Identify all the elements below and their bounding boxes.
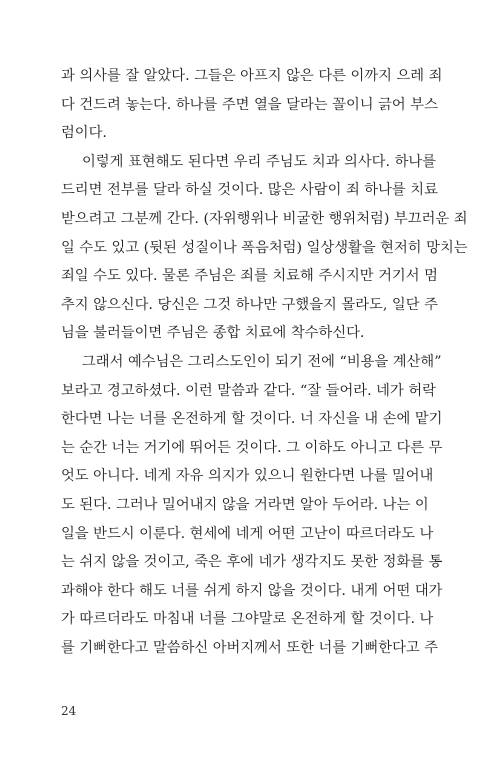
text-line: 그래서 예수님은 그리스도인이 되기 전에 “비용을 계산해” <box>82 353 442 370</box>
text-line: 도 된다. 그러나 밀어내지 않을 거라면 알아 두어라. 나는 이 <box>61 496 429 513</box>
text-line: 추지 않으신다. 당신은 그것 하나만 구했을지 몰라도, 일단 주 <box>61 296 438 313</box>
text-line: 를 기뻐한다고 말씀하신 아버지께서 또한 너를 기뻐한다고 주 <box>61 639 439 656</box>
text-line: 다 건드려 놓는다. 하나를 주면 열을 달라는 꼴이니 긁어 부스 <box>61 96 438 113</box>
text-line: 이렇게 표현해도 된다면 우리 주님도 치과 의사다. 하나를 <box>82 153 437 170</box>
text-line: 과해야 한다 해도 너를 쉬게 하지 않을 것이다. 내게 어떤 대가 <box>61 582 443 599</box>
text-line: 과 의사를 잘 알았다. 그들은 아프지 않은 다른 이까지 으레 죄 <box>61 68 443 84</box>
text-line: 엇도 아니다. 네게 자유 의지가 있으니 원한다면 나를 밀어내 <box>61 468 434 485</box>
text-line: 드리면 전부를 달라 하실 것이다. 많은 사람이 죄 하나를 치료 <box>61 182 438 199</box>
text-line: 한다면 나는 너를 온전하게 할 것이다. 너 자신을 내 손에 맡기 <box>61 411 443 428</box>
text-line: 님을 불러들이면 주님은 종합 치료에 착수하신다. <box>61 325 365 342</box>
text-line: 가 따르더라도 마침내 너를 그야말로 온전하게 할 것이다. 나 <box>61 611 434 628</box>
text-line: 는 순간 너는 거기에 뛰어든 것이다. 그 이하도 아니고 다른 무 <box>61 439 443 456</box>
page-number: 24 <box>61 704 77 718</box>
text-line: 받으려고 그분께 간다. (자위행위나 비굴한 행위처럼) 부끄러운 죄 <box>61 210 468 227</box>
text-line: 죄일 수도 있다. 물론 주님은 죄를 치료해 주시지만 거기서 멈 <box>61 268 438 285</box>
text-line: 일 수도 있고 (뒷된 성질이나 폭음처럼) 일상생활을 현저히 망치는 <box>61 239 468 256</box>
text-line: 럼이다. <box>61 125 107 142</box>
text-line: 는 쉬지 않을 것이고, 죽은 후에 네가 생각지도 못한 정화를 통 <box>61 554 443 571</box>
text-line: 보라고 경고하셨다. 이런 말씀과 같다. “잘 들어라. 네가 허락 <box>61 382 436 399</box>
body-text <box>61 62 468 662</box>
text-line: 일을 반드시 이룬다. 현세에 네게 어떤 고난이 따르더라도 나 <box>61 525 434 542</box>
